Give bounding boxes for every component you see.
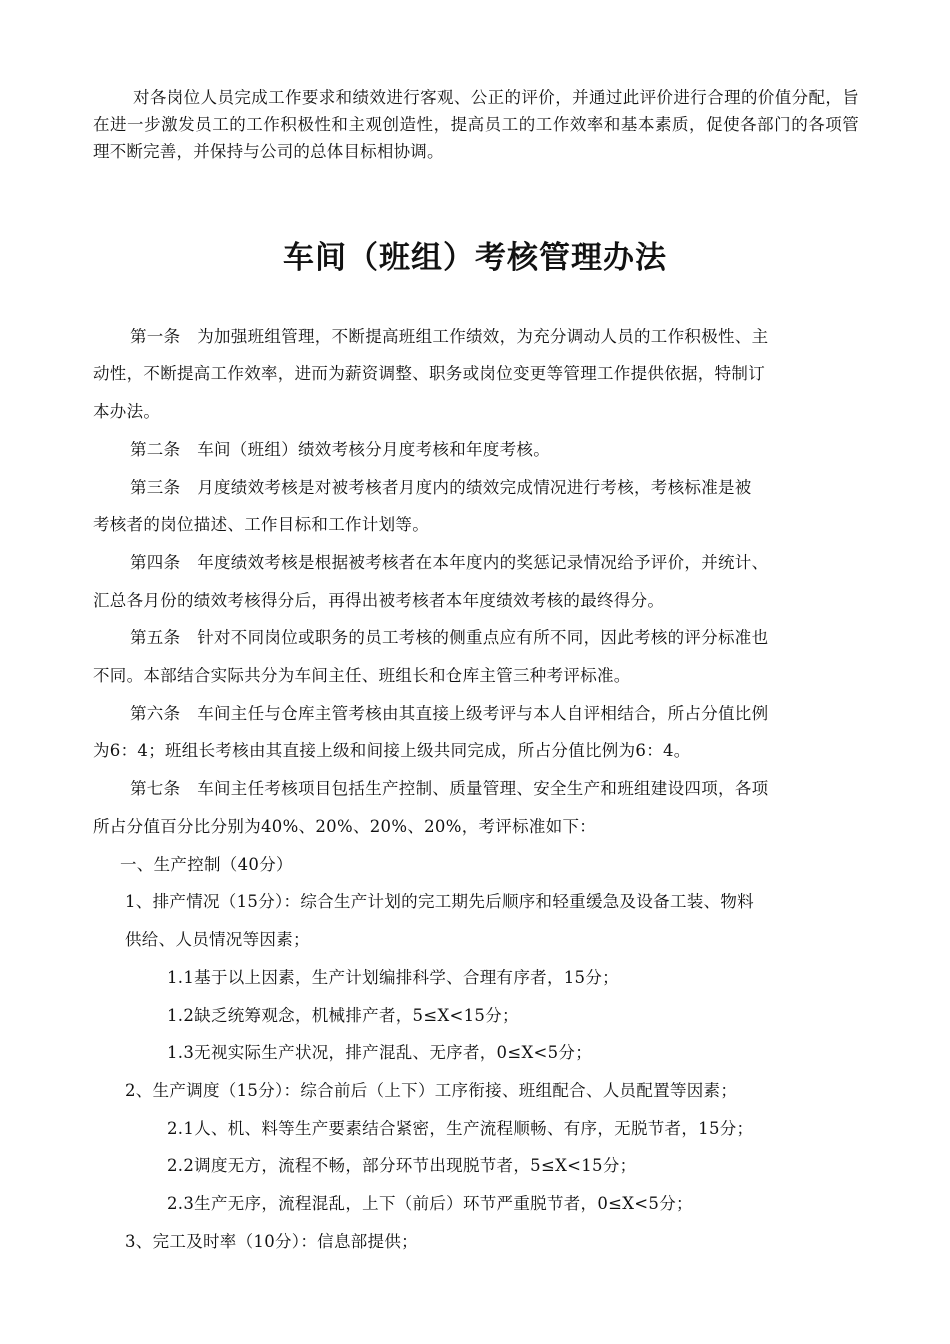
item-1-2: 1.2缺乏统筹观念，机械排产者，5≤X<15分； bbox=[167, 1006, 519, 1025]
article-1-line-2: 动性，不断提高工作效率，进而为薪资调整、职务或岗位变更等管理工作提供依据，特制订 bbox=[93, 364, 765, 383]
article-7-line-1: 第七条 车间主任考核项目包括生产控制、质量管理、安全生产和班组建设四项，各项 bbox=[130, 779, 769, 798]
article-1-line-1: 第一条 为加强班组管理，不断提高班组工作绩效，为充分调动人员的工作积极性、主 bbox=[130, 327, 769, 346]
item-1-1: 1.1基于以上因素，生产计划编排科学、合理有序者，15分； bbox=[167, 968, 619, 987]
document-title: 车间（班组）考核管理办法 bbox=[283, 240, 667, 276]
item-3-line-1: 3、完工及时率（10分）：信息部提供； bbox=[125, 1232, 418, 1251]
article-3-line-1: 第三条 月度绩效考核是对被考核者月度内的绩效完成情况进行考核，考核标准是被 bbox=[130, 478, 752, 497]
article-3-line-2: 考核者的岗位描述、工作目标和工作计划等。 bbox=[93, 515, 429, 534]
article-4-line-2: 汇总各月份的绩效考核得分后，再得出被考核者本年度绩效考核的最终得分。 bbox=[93, 591, 665, 610]
item-1-line-2: 供给、人员情况等因素； bbox=[125, 930, 310, 949]
intro-paragraph: 对各岗位人员完成工作要求和绩效进行客观、公正的评价，并通过此评价进行合理的价值分配，旨在进一步激发员工的工作积极性和主观创造性，提高员工的工作效率和基本素质，促使各部门的各项管理不断完善，并保持与公司的总体目标相协调。 bbox=[93, 88, 859, 161]
article-4-line-1: 第四条 年度绩效考核是根据被考核者在本年度内的奖惩记录情况给予评价，并统计、 bbox=[130, 553, 769, 572]
article-1-line-3: 本办法。 bbox=[93, 402, 161, 421]
item-2-line-1: 2、生产调度（15分）：综合前后（上下）工序衔接、班组配合、人员配置等因素； bbox=[125, 1081, 738, 1100]
item-1-3: 1.3无视实际生产状况，排产混乱、无序者，0≤X<5分； bbox=[167, 1043, 593, 1062]
section-1-heading: 一、生产控制（40分） bbox=[120, 855, 293, 874]
article-5-line-1: 第五条 针对不同岗位或职务的员工考核的侧重点应有所不同，因此考核的评分标准也 bbox=[130, 628, 769, 647]
article-6-line-2: 为6：4；班组长考核由其直接上级和间接上级共同完成，所占分值比例为6：4。 bbox=[93, 741, 691, 760]
item-1-line-1: 1、排产情况（15分）：综合生产计划的完工期先后顺序和轻重缓急及设备工装、物料 bbox=[125, 892, 754, 911]
item-2-2: 2.2调度无方，流程不畅，部分环节出现脱节者，5≤X<15分； bbox=[167, 1156, 637, 1175]
article-6-line-1: 第六条 车间主任与仓库主管考核由其直接上级考评与本人自评相结合，所占分值比例 bbox=[130, 704, 769, 723]
article-5-line-2: 不同。本部结合实际共分为车间主任、班组长和仓库主管三种考评标准。 bbox=[93, 666, 631, 685]
item-2-1: 2.1人、机、料等生产要素结合紧密，生产流程顺畅、有序，无脱节者，15分； bbox=[167, 1119, 754, 1138]
item-2-3: 2.3生产无序，流程混乱，上下（前后）环节严重脱节者，0≤X<5分； bbox=[167, 1194, 693, 1213]
article-2-line-1: 第二条 车间（班组）绩效考核分月度考核和年度考核。 bbox=[130, 440, 550, 459]
article-7-line-2: 所占分值百分比分别为40%、20%、20%、20%，考评标准如下： bbox=[93, 817, 597, 836]
